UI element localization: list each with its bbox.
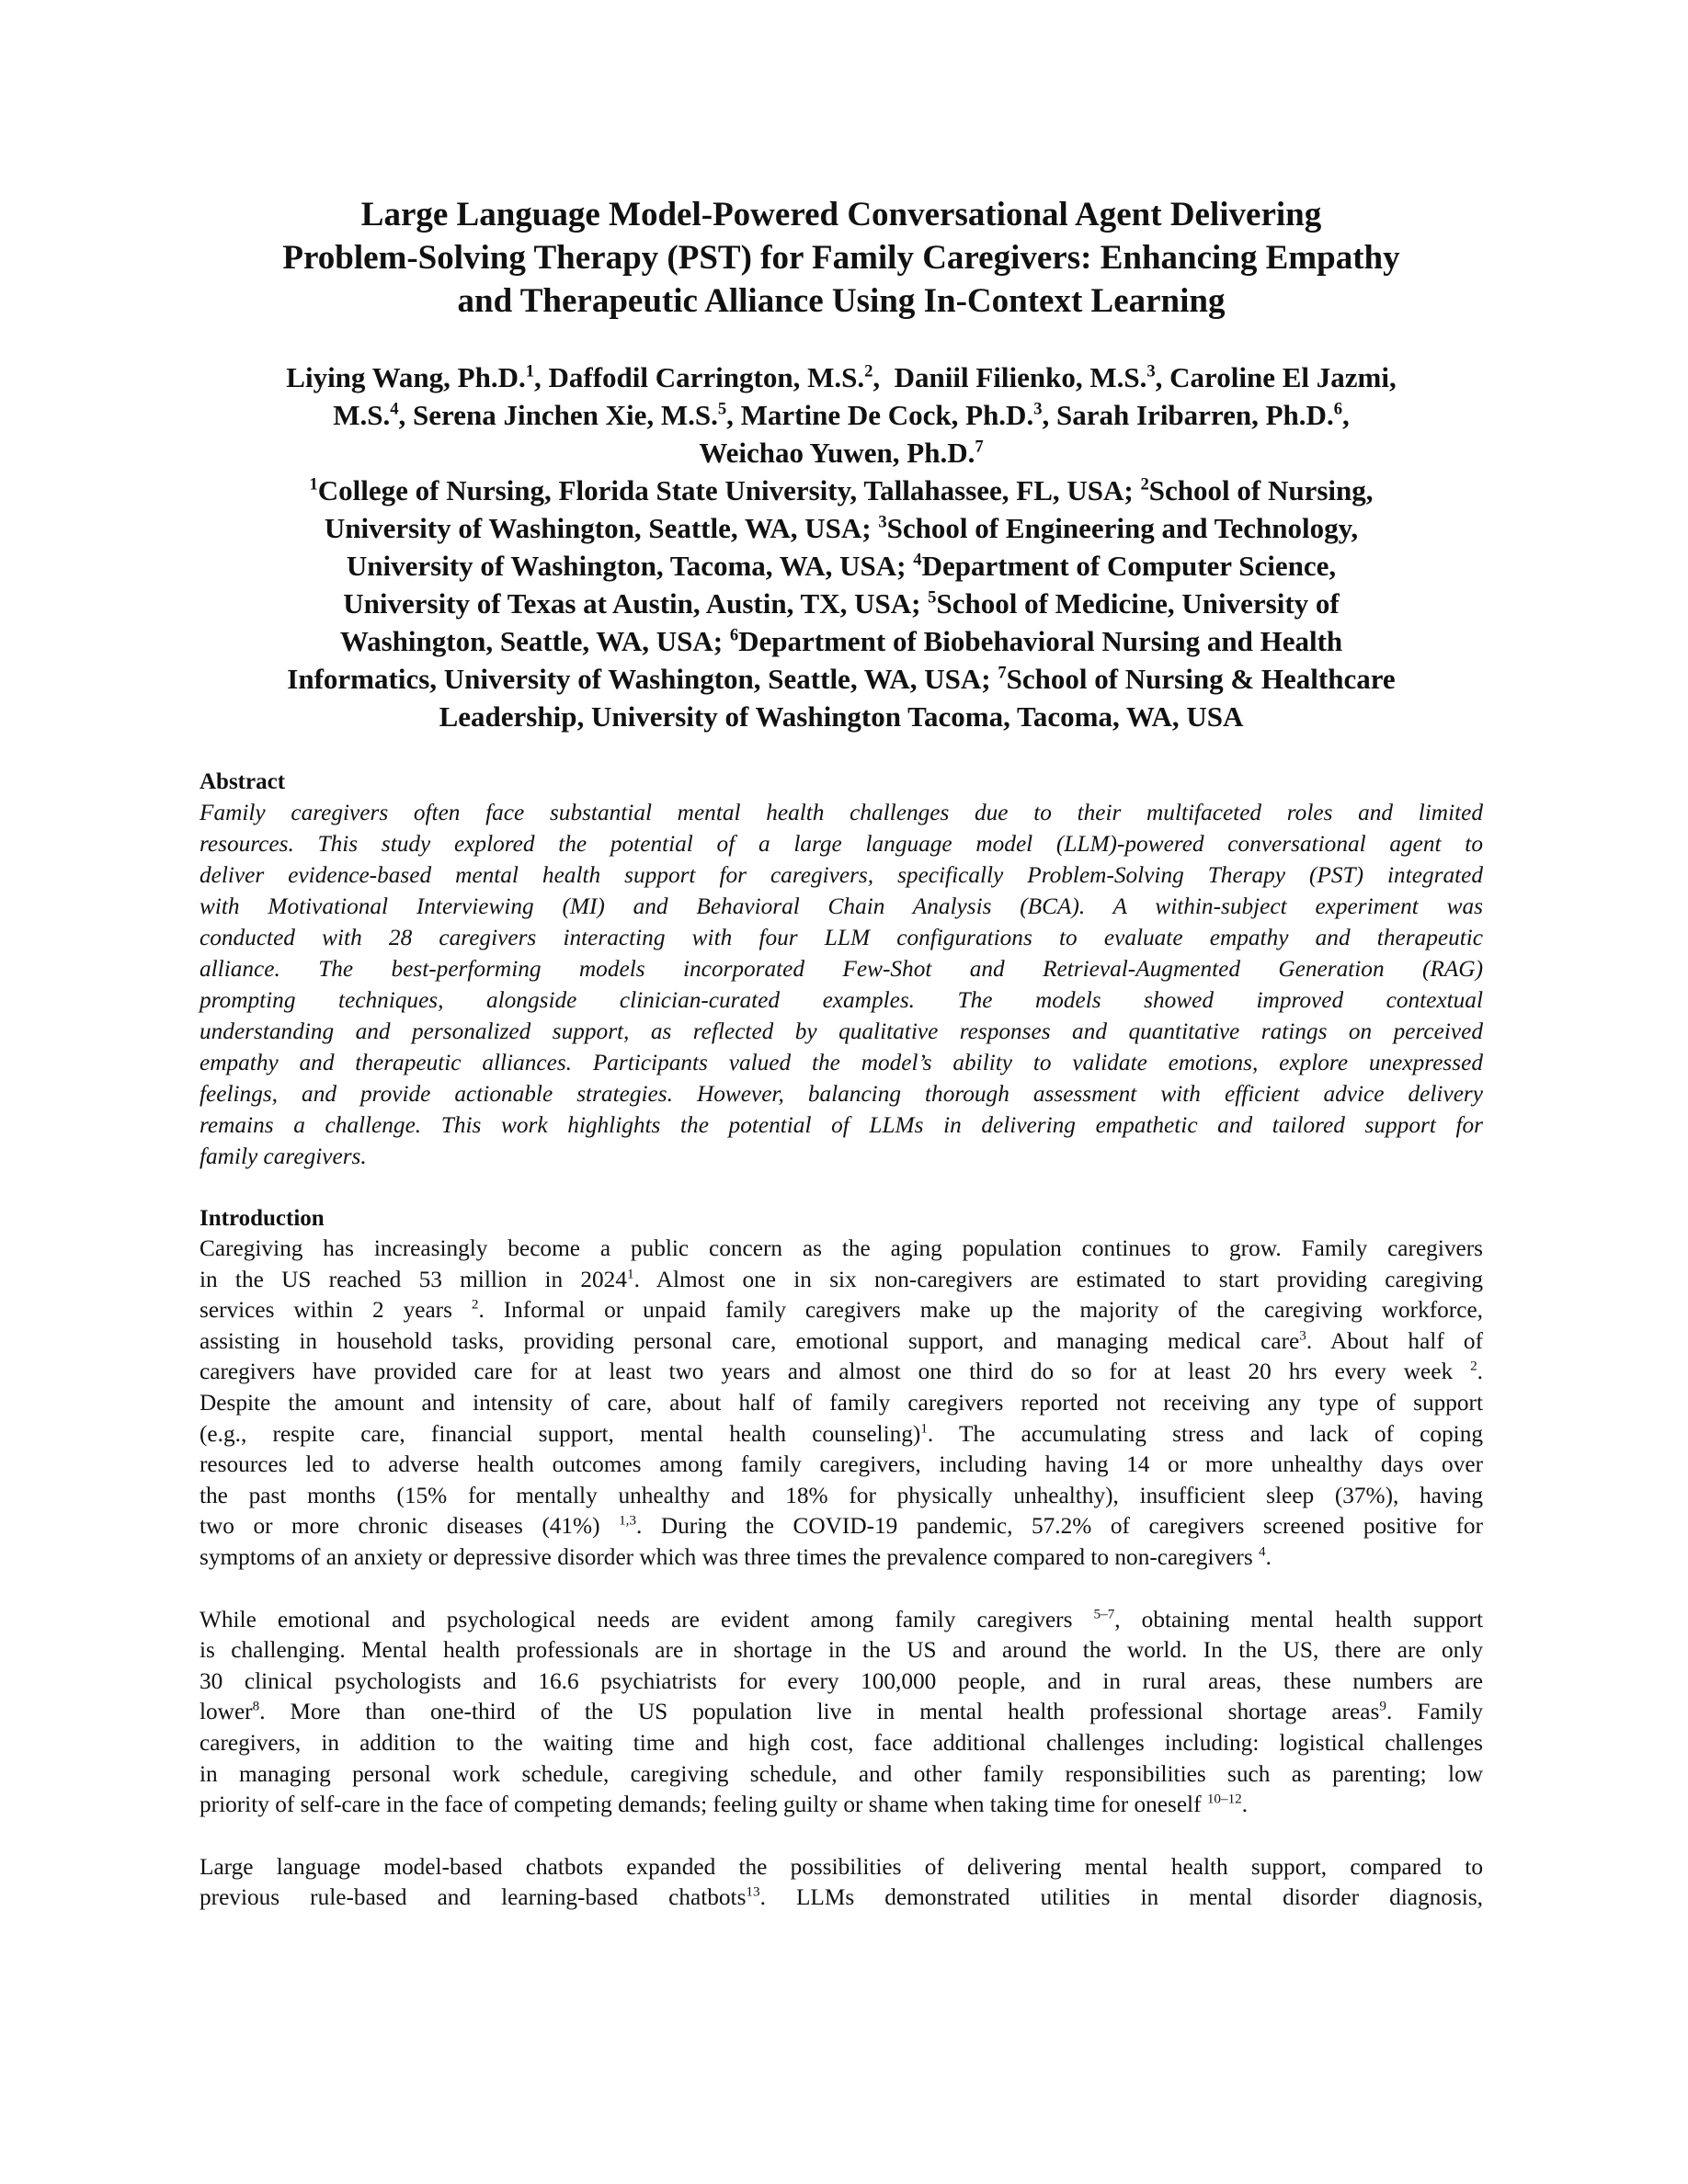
title-line: Problem-Solving Therapy (PST) for Family Caregivers: Enhancing Empathy — [282, 239, 1400, 277]
body-text: , obtaining mental health support — [1114, 1606, 1483, 1632]
affiliation-marker: 4 — [913, 550, 922, 570]
affiliation-text: School of Nursing & Healthcare — [1006, 663, 1396, 695]
body-line: in managing personal work schedule, caregiving schedule, and other family responsibilities such as parenting; low — [200, 1760, 1483, 1787]
citation-marker: 13 — [746, 1883, 760, 1900]
body-text: . — [1477, 1359, 1483, 1385]
body-text: . — [1241, 1792, 1249, 1818]
author-separator: , — [1342, 399, 1350, 431]
author-name: M.S. — [333, 399, 391, 431]
affiliation-text: Informatics, University of Washington, Seattle, WA, USA; — [287, 663, 998, 695]
body-text: symptoms of an anxiety or depressive disorder which was three times the prevalence compared to non-caregivers — [200, 1543, 1260, 1570]
author-line — [200, 434, 1483, 472]
body-line: Caregiving has increasingly become a public concern as the aging population continues to grow. Family caregivers — [200, 1235, 1483, 1261]
body-text: assisting in household tasks, providing personal care, emotional support, and managing medical care — [200, 1327, 1300, 1354]
affiliation-marker: 5 — [717, 399, 727, 419]
abstract-heading: Abstract — [200, 769, 286, 794]
body-line — [200, 1419, 1483, 1450]
body-text: . — [1265, 1543, 1272, 1570]
affiliation-text: University of Washington, Tacoma, WA, USA; — [346, 550, 914, 582]
introduction-heading: Introduction — [200, 1206, 325, 1231]
affiliation-line — [200, 472, 1483, 509]
citation-marker: 3 — [1299, 1327, 1306, 1344]
body-line — [200, 1605, 1483, 1636]
affiliation-text: School of Medicine, University of — [936, 587, 1340, 620]
body-text: . Informal or unpaid family caregivers make up the majority of the caregiving workforce, — [478, 1297, 1484, 1324]
affiliation-text: Leadership, University of Washington Tacoma, Tacoma, WA, USA — [439, 700, 1244, 733]
abstract-line: resources. This study explored the potential of a large language model (LLM)-powered conversational agent to — [200, 831, 1483, 857]
citation-marker: 2 — [471, 1296, 479, 1313]
body-text: lower — [200, 1699, 253, 1725]
citation-marker: 1,3 — [619, 1512, 637, 1529]
body-text: . During the COVID-19 pandemic, 57.2% of caregivers screened positive for — [636, 1513, 1484, 1540]
affiliation-line — [200, 698, 1483, 735]
body-line: the past months (15% for mentally unhealthy and 18% for physically unhealthy), insufficient sleep (37%), having — [200, 1482, 1483, 1508]
abstract-line: Family caregivers often face substantial mental health challenges due to their multifaceted roles and limited — [200, 800, 1483, 825]
affiliation-marker: 6 — [729, 625, 739, 645]
body-text: services within 2 years — [200, 1297, 472, 1324]
body-line — [200, 1697, 1483, 1728]
abstract-line: deliver evidence-based mental health support for caregivers, specifically Problem-Solving Therapy (PST) integrated — [200, 862, 1483, 888]
citation-marker: 10–12 — [1206, 1791, 1242, 1807]
paper-title — [200, 193, 1483, 323]
body-text: priority of self-care in the face of competing demands; feeling guilty or shame when taking time for oneself — [200, 1792, 1207, 1818]
body-text: . About half of — [1306, 1327, 1484, 1354]
affiliation-line — [200, 660, 1483, 698]
abstract-line: empathy and therapeutic alliances. Participants valued the model’s ability to validate emotions, explore unexpressed — [200, 1050, 1483, 1075]
body-line: is challenging. Mental health professionals are in shortage in the US and around the world. In the US, there are only — [200, 1637, 1483, 1664]
body-line: Despite the amount and intensity of care, about half of family caregivers reported not receiving any type of support — [200, 1389, 1483, 1416]
author-name: Weichao Yuwen, Ph.D. — [699, 437, 975, 469]
title-line: and Therapeutic Alliance Using In-Context Learning — [457, 282, 1226, 320]
affiliation-marker: 4 — [390, 399, 399, 419]
abstract-line: alliance. The best-performing models incorporated Few-Shot and Retrieval-Augmented Generation (RAG) — [200, 956, 1483, 982]
author-name: Liying Wang, Ph.D. — [286, 361, 526, 393]
citation-marker: 5–7 — [1093, 1606, 1115, 1622]
affiliation-line — [200, 585, 1483, 622]
author-line — [200, 396, 1483, 434]
affiliation-marker: 7 — [975, 437, 984, 457]
body-text: . Family — [1386, 1699, 1483, 1725]
affiliation-text: Washington, Seattle, WA, USA; — [339, 625, 730, 657]
affiliation-marker: 5 — [928, 587, 937, 608]
body-line — [200, 1295, 1483, 1326]
body-text: While emotional and psychological needs are evident among family caregivers — [200, 1606, 1094, 1632]
body-text: two or more chronic diseases (41%) — [200, 1513, 620, 1540]
body-line — [200, 1357, 1483, 1388]
affiliation-text: College of Nursing, Florida State University, Tallahassee, FL, USA; — [317, 474, 1141, 506]
affiliation-text: University of Texas at Austin, Austin, TX, USA; — [343, 587, 929, 620]
affiliation-line — [200, 509, 1483, 547]
affiliation-list — [200, 472, 1483, 735]
body-line — [200, 1790, 1483, 1821]
body-text: previous rule-based and learning-based chatbots — [200, 1884, 747, 1911]
affiliation-marker: 2 — [1140, 474, 1149, 495]
abstract-line: prompting techniques, alongside clinician-curated examples. The models showed improved contextual — [200, 987, 1483, 1013]
author-name: , Martine De Cock, Ph.D. — [726, 399, 1034, 431]
body-line: Large language model-based chatbots expanded the possibilities of delivering mental health support, compared to — [200, 1853, 1483, 1880]
affiliation-text: University of Washington, Seattle, WA, USA; — [324, 512, 879, 544]
affiliation-marker: 1 — [525, 361, 535, 381]
affiliation-marker: 3 — [1146, 361, 1156, 381]
abstract-line: family caregivers. — [200, 1143, 367, 1169]
citation-marker: 2 — [1470, 1358, 1477, 1374]
intro-paragraph-3 — [200, 1852, 1483, 1914]
author-line — [200, 358, 1483, 396]
affiliation-text: School of Nursing, — [1148, 474, 1374, 506]
body-line — [200, 1511, 1483, 1542]
affiliation-text: Department of Biobehavioral Nursing and Health — [738, 625, 1343, 657]
abstract-line: understanding and personalized support, as reflected by qualitative responses and quantitative ratings on perceived — [200, 1018, 1483, 1044]
body-line: 30 clinical psychologists and 16.6 psychiatrists for every 100,000 people, and in rural areas, these numbers are — [200, 1667, 1483, 1694]
body-text: . The accumulating stress and lack of coping — [927, 1420, 1484, 1447]
body-line — [200, 1265, 1483, 1296]
body-text: (e.g., respite care, financial support, mental health counseling) — [200, 1420, 921, 1447]
affiliation-line — [200, 547, 1483, 585]
body-text: in the US reached 53 million in 2024 — [200, 1266, 627, 1292]
body-line — [200, 1883, 1483, 1914]
abstract-line: with Motivational Interviewing (MI) and Behavioral Chain Analysis (BCA). A within-subject experiment was — [200, 893, 1483, 919]
author-name: , Daffodil Carrington, M.S. — [534, 361, 865, 393]
affiliation-marker: 3 — [1033, 399, 1043, 419]
body-text: . Almost one in six non-caregivers are estimated to start providing caregiving — [633, 1266, 1483, 1292]
affiliation-marker: 3 — [878, 512, 887, 532]
abstract-line: feelings, and provide actionable strategies. However, balancing thorough assessment with efficient advice delivery — [200, 1081, 1483, 1107]
citation-marker: 9 — [1379, 1698, 1386, 1714]
abstract-line: conducted with 28 caregivers interacting with four LLM configurations to evaluate empathy and therapeutic — [200, 925, 1483, 950]
body-line: caregivers, in addition to the waiting time and high cost, face additional challenges including: logistical challenges — [200, 1729, 1483, 1756]
affiliation-marker: 1 — [309, 474, 318, 495]
affiliation-line — [200, 622, 1483, 660]
author-list — [200, 358, 1483, 472]
paper-page — [200, 193, 1483, 1914]
intro-paragraph-1 — [200, 1234, 1483, 1574]
author-name: , Serena Jinchen Xie, M.S. — [398, 399, 718, 431]
author-name: , Daniil Filienko, M.S. — [873, 361, 1147, 393]
title-line: Large Language Model-Powered Conversational Agent Delivering — [360, 196, 1322, 233]
affiliation-text: Department of Computer Science, — [921, 550, 1337, 582]
affiliation-marker: 6 — [1333, 399, 1342, 419]
affiliation-text: School of Engineering and Technology, — [886, 512, 1359, 544]
citation-marker: 1 — [920, 1420, 928, 1437]
body-line — [200, 1326, 1483, 1358]
citation-marker: 8 — [252, 1698, 260, 1714]
body-text: caregivers have provided care for at least two years and almost one third do so for at least 20 hrs every week — [200, 1359, 1471, 1385]
citation-marker: 4 — [1259, 1543, 1266, 1560]
body-text: . LLMs demonstrated utilities in mental disorder diagnosis, — [759, 1884, 1483, 1911]
affiliation-marker: 2 — [864, 361, 873, 381]
citation-marker: 1 — [626, 1266, 634, 1282]
author-name: , Caroline El Jazmi, — [1155, 361, 1397, 393]
abstract-line: remains a challenge. This work highlights the potential of LLMs in delivering empathetic and tailored support for — [200, 1112, 1483, 1138]
affiliation-marker: 7 — [998, 663, 1007, 683]
body-line — [200, 1542, 1483, 1574]
body-line: resources led to adverse health outcomes among family caregivers, including having 14 or more unhealthy days over — [200, 1451, 1483, 1478]
author-name: , Sarah Iribarren, Ph.D. — [1042, 399, 1334, 431]
abstract-body — [200, 797, 1483, 1172]
intro-paragraph-2 — [200, 1605, 1483, 1821]
body-text: . More than one-third of the US population live in mental health professional shortage areas — [259, 1699, 1380, 1725]
